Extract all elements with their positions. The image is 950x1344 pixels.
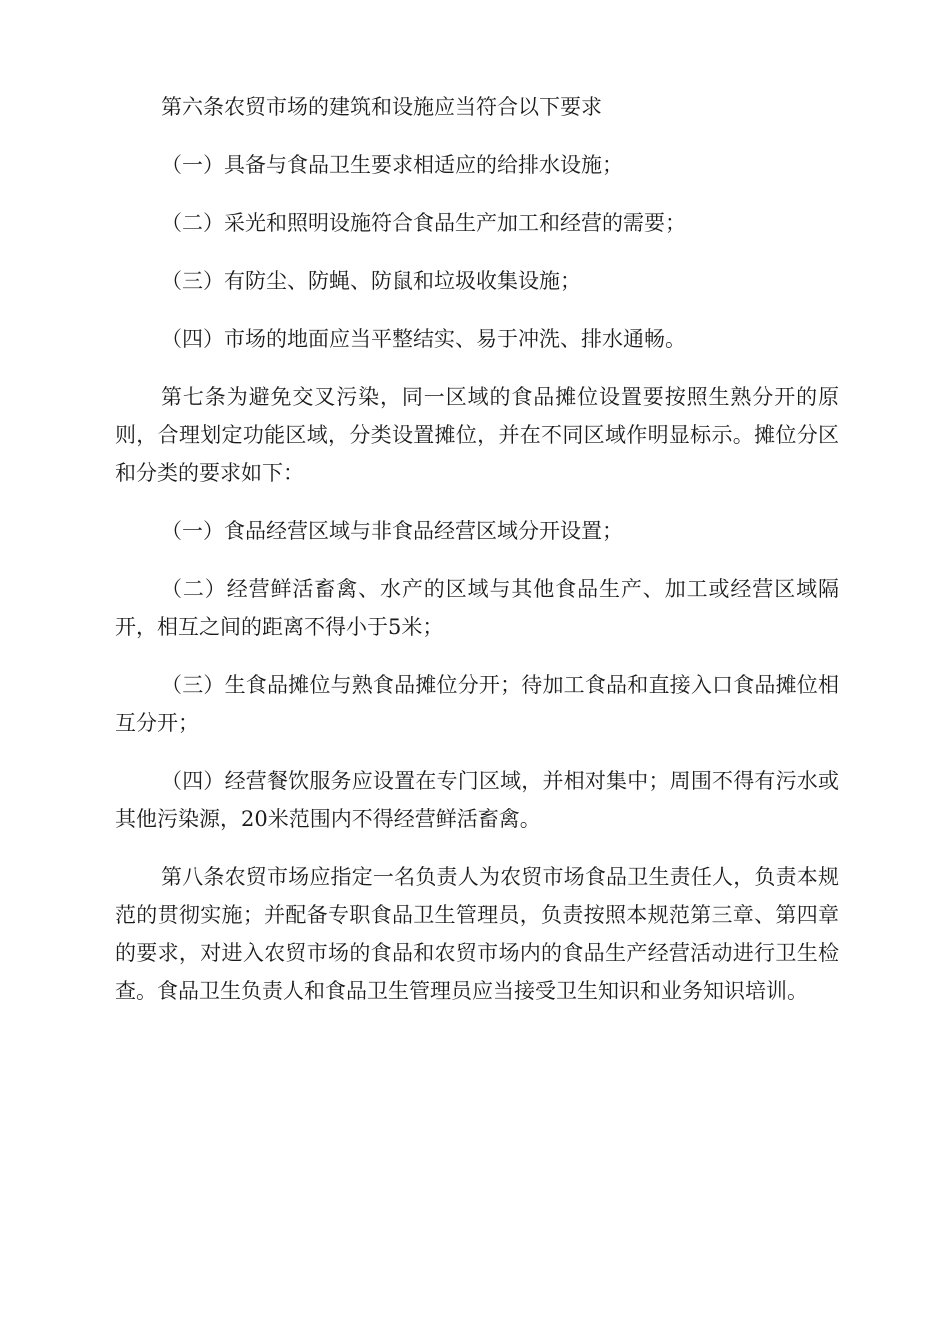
article-8-paragraph: 第八条农贸市场应指定一名负责人为农贸市场食品卫生责任人，负责本规范的贯彻实施；并配备专职食品卫生管理员，负责按照本规范第三章、第四章的要求，对进入农贸市场的食品和农贸市场内的食品生产经营活动进行卫生检查。食品卫生负责人和食品卫生管理员应当接受卫生知识和业务知识培训。 [115, 865, 839, 1003]
article-6-item-1: （一）具备与食品卫生要求相适应的给排水设施； [161, 153, 623, 177]
article-6-item-2: （二）采光和照明设施符合食品生产加工和经营的需要； [161, 211, 686, 235]
article-7-item-3: （三）生食品摊位与熟食品摊位分开；待加工食品和直接入口食品摊位相互分开； [115, 673, 839, 735]
article-6-item-4: （四）市场的地面应当平整结实、易于冲洗、排水通畅。 [161, 327, 686, 351]
article-7-item-2: （二）经营鲜活畜禽、水产的区域与其他食品生产、加工或经营区域隔开，相互之间的距离不得小于5米； [115, 577, 839, 639]
article-6-item-3: （三）有防尘、防蝇、防鼠和垃圾收集设施； [161, 269, 581, 293]
article-7-item-1: （一）食品经营区域与非食品经营区域分开设置； [161, 519, 623, 543]
article-6-heading: 第六条农贸市场的建筑和设施应当符合以下要求 [161, 95, 602, 119]
article-7-item-4: （四）经营餐饮服务应设置在专门区域，并相对集中；周围不得有污水或其他污染源，20米范围内不得经营鲜活畜禽。 [115, 769, 839, 831]
article-7-paragraph: 第七条为避免交叉污染，同一区域的食品摊位设置要按照生熟分开的原则，合理划定功能区域，分类设置摊位，并在不同区域作明显标示。摊位分区和分类的要求如下： [115, 385, 839, 485]
document-body [115, 88, 839, 1010]
